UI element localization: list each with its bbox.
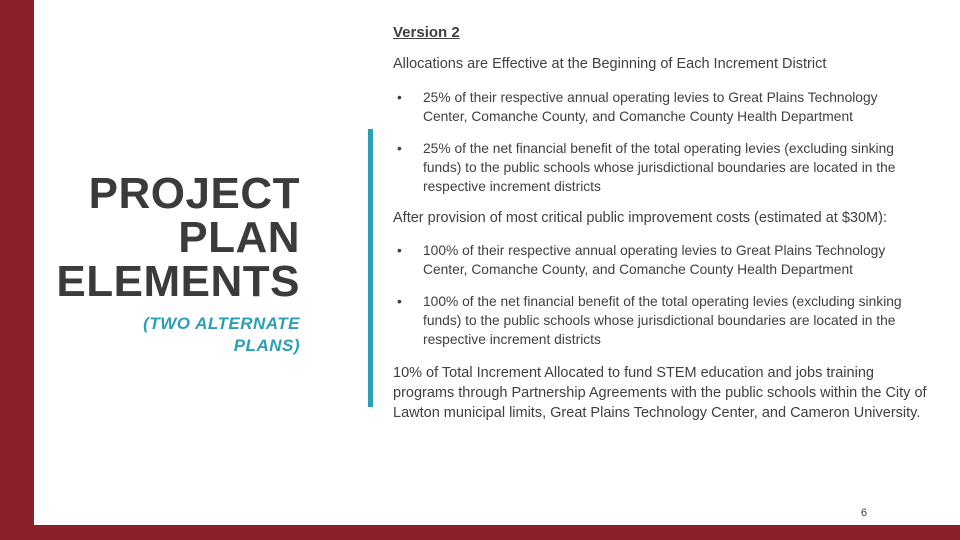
- list-item-text: 25% of their respective annual operating levies to Great Plains Technology Center, Comanche County, and Comanche County Health Department: [423, 89, 878, 124]
- list-item: [393, 292, 925, 349]
- slide-title: PROJECT PLAN ELEMENTS: [56, 169, 300, 306]
- list-item-text: 25% of the net financial benefit of the total operating levies (excluding sinking funds) to the public schools whose jurisdictional boundaries are located in the respective increment districts: [423, 140, 896, 194]
- section-intro-text: After provision of most critical public improvement costs (estimated at $30M):: [393, 209, 887, 226]
- list-item-text: 100% of their respective annual operating levies to Great Plains Technology Center, Comanche County, and Comanche County Health Department: [423, 243, 886, 278]
- slide-subtitle: (TWO ALTERNATE PLANS): [143, 314, 300, 356]
- list-item-text: 100% of the net financial benefit of the total operating levies (excluding sinking funds) to the public schools whose jurisdictional boundaries are located in the respective increment districts: [423, 294, 902, 348]
- bullet-marker: [397, 241, 402, 260]
- bullet-marker: [397, 88, 402, 107]
- list-item: [393, 241, 925, 279]
- bottom-accent-bar: [0, 525, 960, 540]
- intro-text: Allocations are Effective at the Beginning of Each Increment District: [393, 56, 827, 72]
- content-column: [393, 24, 930, 423]
- version-heading: Version 2: [393, 24, 460, 41]
- bullet-marker: [397, 292, 402, 311]
- bullet-marker: [397, 139, 402, 158]
- closing-paragraph: 10% of Total Increment Allocated to fund STEM education and jobs training programs through Partnership Agreements with the public schools within the City of Lawton municipal limits, Great Plains Technology Center, and Cameron University.: [393, 365, 927, 422]
- vertical-divider: [368, 129, 373, 407]
- page-number: 6: [860, 507, 867, 519]
- list-item: [393, 139, 925, 196]
- list-item: [393, 88, 925, 126]
- title-block: [0, 169, 300, 357]
